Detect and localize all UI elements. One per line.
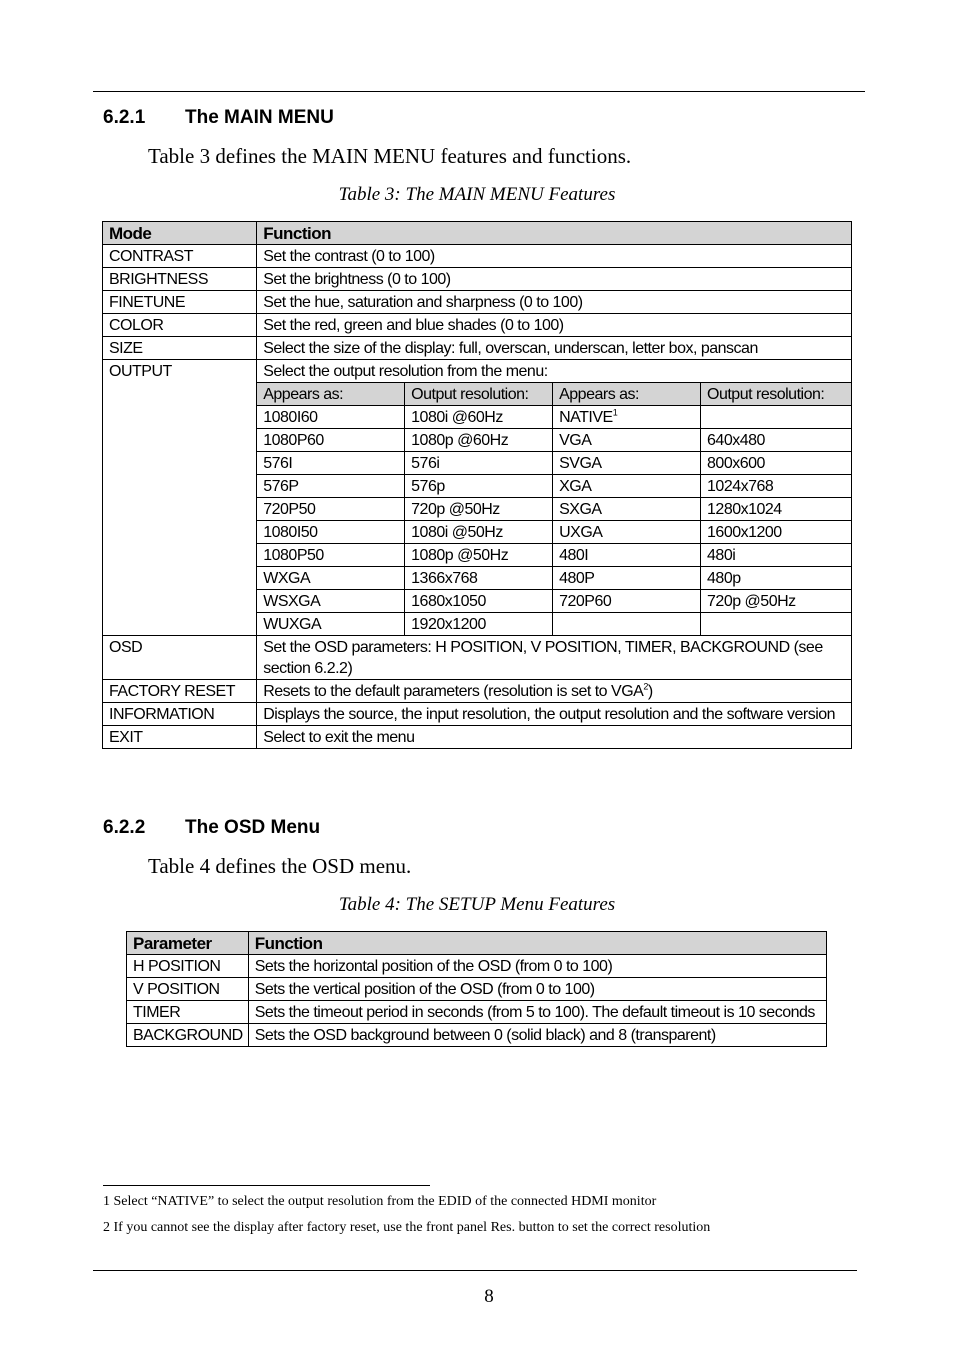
res-cell: WXGA [257, 567, 405, 590]
res-cell: 1080i @50Hz [405, 521, 553, 544]
table-row [103, 726, 852, 749]
res-cell: WUXGA [257, 613, 405, 636]
res-cell: 576i [405, 452, 553, 475]
res-cell: 480i [701, 544, 852, 567]
function-cell: Set the red, green and blue shades (0 to 100) [257, 314, 852, 337]
res-cell: UXGA [553, 521, 701, 544]
res-cell: 480p [701, 567, 852, 590]
function-cell: Select the size of the display: full, overscan, underscan, letter box, panscan [257, 337, 852, 360]
reset-text-end: ) [647, 683, 653, 700]
table-row [103, 636, 852, 680]
res-cell: SXGA [553, 498, 701, 521]
res-cell: VGA [553, 429, 701, 452]
res-cell: 720P50 [257, 498, 405, 521]
table-row [103, 337, 852, 360]
table-row [103, 268, 852, 291]
function-cell: Sets the vertical position of the OSD (from 0 to 100) [248, 978, 826, 1001]
function-cell: Set the OSD parameters: H POSITION, V POSITION, TIMER, BACKGROUND (see section 6.2.2) [257, 636, 852, 680]
subheader-cell: Appears as: [257, 383, 405, 406]
res-cell: 1080p @60Hz [405, 429, 553, 452]
res-cell: 1080I50 [257, 521, 405, 544]
res-cell: 1080I60 [257, 406, 405, 429]
res-cell: 576I [257, 452, 405, 475]
section-number: 6.2.2 [103, 817, 146, 838]
output-intro-cell: Select the output resolution from the menu: [257, 360, 852, 383]
table-header-row [103, 222, 852, 245]
function-cell: Sets the horizontal position of the OSD (from 0 to 100) [248, 955, 826, 978]
header-rule [93, 91, 865, 92]
table-row [103, 291, 852, 314]
section-heading-6-2-2 [103, 817, 320, 839]
res-cell: 576p [405, 475, 553, 498]
osd-menu-table [126, 931, 827, 1047]
res-cell: XGA [553, 475, 701, 498]
native-label: NATIVE [559, 409, 613, 426]
res-cell: SVGA [553, 452, 701, 475]
table-row [103, 245, 852, 268]
footnote-1: 1 Select “NATIVE” to select the output resolution from the EDID of the connected HDMI monitor [103, 1194, 657, 1209]
function-cell: Set the contrast (0 to 100) [257, 245, 852, 268]
header-cell: Function [257, 222, 852, 245]
res-cell-native [553, 406, 701, 429]
mode-cell-output: OUTPUT [103, 360, 257, 636]
res-cell: 1024x768 [701, 475, 852, 498]
res-cell: 640x480 [701, 429, 852, 452]
mode-cell: COLOR [103, 314, 257, 337]
function-cell: Sets the timeout period in seconds (from 5 to 100). The default timeout is 10 seconds [248, 1001, 826, 1024]
res-cell: 800x600 [701, 452, 852, 475]
res-cell: 1280x1024 [701, 498, 852, 521]
res-cell: 1920x1200 [405, 613, 553, 636]
header-cell: Parameter [127, 932, 249, 955]
function-cell: Select to exit the menu [257, 726, 852, 749]
res-cell: 720p @50Hz [405, 498, 553, 521]
table-row [103, 703, 852, 726]
table-row [103, 360, 852, 383]
section-paragraph: Table 3 defines the MAIN MENU features and functions. [148, 144, 632, 168]
table-caption: Table 4: The SETUP Menu Features [338, 894, 616, 915]
res-cell [701, 613, 852, 636]
mode-cell: FACTORY RESET [103, 680, 257, 703]
mode-cell: INFORMATION [103, 703, 257, 726]
mode-cell: OSD [103, 636, 257, 680]
header-cell: Function [248, 932, 826, 955]
res-cell: 1680x1050 [405, 590, 553, 613]
mode-cell: EXIT [103, 726, 257, 749]
mode-cell: CONTRAST [103, 245, 257, 268]
mode-cell: FINETUNE [103, 291, 257, 314]
table-row [127, 978, 827, 1001]
subheader-cell: Output resolution: [701, 383, 852, 406]
res-cell: 1080P60 [257, 429, 405, 452]
header-cell: Mode [103, 222, 257, 245]
parameter-cell: BACKGROUND [127, 1024, 249, 1047]
subheader-cell: Appears as: [553, 383, 701, 406]
table-row [127, 1001, 827, 1024]
section-title: The OSD Menu [185, 817, 321, 838]
function-cell: Set the brightness (0 to 100) [257, 268, 852, 291]
res-cell: 480P [553, 567, 701, 590]
res-cell: WSXGA [257, 590, 405, 613]
res-cell: 720p @50Hz [701, 590, 852, 613]
section-number: 6.2.1 [103, 107, 146, 128]
function-cell [257, 680, 852, 703]
footer-rule [93, 1270, 857, 1271]
res-cell: 576P [257, 475, 405, 498]
res-cell: 1600x1200 [701, 521, 852, 544]
footnote-rule [103, 1185, 430, 1186]
section-heading-6-2-1 [103, 107, 334, 129]
table-row [103, 314, 852, 337]
parameter-cell: TIMER [127, 1001, 249, 1024]
mode-cell: BRIGHTNESS [103, 268, 257, 291]
footnote-2: 2 If you cannot see the display after factory reset, use the front panel Res. button to set the correct resolution [103, 1220, 711, 1235]
res-cell: 720P60 [553, 590, 701, 613]
section-title: The MAIN MENU [185, 107, 334, 128]
table-caption: Table 3: The MAIN MENU Features [338, 184, 616, 205]
footnote-ref: 2 [643, 681, 648, 692]
table-row [103, 680, 852, 703]
main-menu-table [102, 221, 852, 749]
res-cell [701, 406, 852, 429]
mode-cell: SIZE [103, 337, 257, 360]
res-cell: 1080p @50Hz [405, 544, 553, 567]
function-cell: Sets the OSD background between 0 (solid black) and 8 (transparent) [248, 1024, 826, 1047]
page-number: 8 [484, 1286, 494, 1307]
function-cell: Set the hue, saturation and sharpness (0 to 100) [257, 291, 852, 314]
section-paragraph: Table 4 defines the OSD menu. [148, 854, 412, 878]
parameter-cell: H POSITION [127, 955, 249, 978]
footnote-ref: 1 [612, 407, 618, 418]
res-cell: 1080i @60Hz [405, 406, 553, 429]
table-row [127, 1024, 827, 1047]
table-row [127, 955, 827, 978]
res-cell: 1080P50 [257, 544, 405, 567]
res-cell: 480I [553, 544, 701, 567]
subheader-cell: Output resolution: [405, 383, 553, 406]
res-cell [553, 613, 701, 636]
table-header-row [127, 932, 827, 955]
res-cell: 1366x768 [405, 567, 553, 590]
parameter-cell: V POSITION [127, 978, 249, 1001]
reset-text: Resets to the default parameters (resolution is set to VGA [263, 683, 644, 700]
function-cell: Displays the source, the input resolution, the output resolution and the software version [257, 703, 852, 726]
